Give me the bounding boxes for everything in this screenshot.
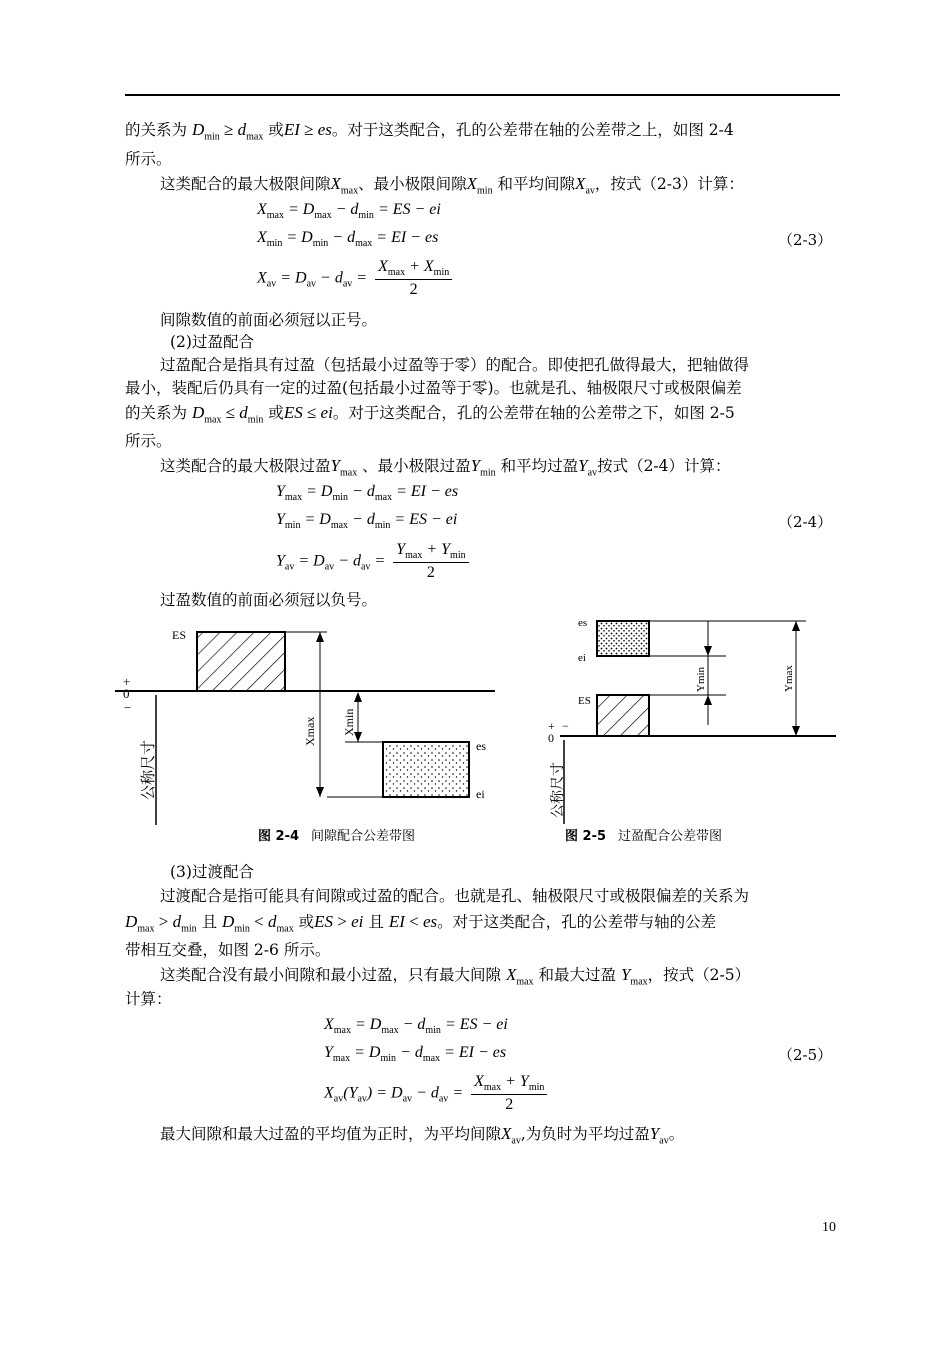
equation-number: （2-5） <box>778 1046 833 1064</box>
text-line: 过渡配合是指可能具有间隙或过盈的配合。也就是孔、轴极限尺寸或极限偏差的关系为 <box>160 887 750 905</box>
shaft-tolerance-zone <box>383 742 469 797</box>
plus-sign: + <box>123 674 131 689</box>
equation-line: $X_{max} = D_{max} - d_{min}$ = ES − ei <box>257 201 441 222</box>
text-line: $D_{max} > d_{min}$ 且 $D_{min} < d_{max}$ 或ES > ei 且 EI < es。对于这类配合，孔的公差带与轴的公差 <box>125 912 717 935</box>
figure-2-4-caption: 图 2-4 间隙配合公差带图 <box>258 829 416 844</box>
section-heading: (3)过渡配合 <box>170 863 254 881</box>
equation-line: $Y_{av} = D_{av} - d_{av}$ = $\frac{Y_{max} + Y_{min}}{2}$ <box>276 541 469 582</box>
shaft-tolerance-zone <box>597 621 649 656</box>
text-line: 过盈数值的前面必须冠以负号。 <box>160 591 378 609</box>
equation-line: $X_{min} = D_{min} - d_{max}$ = EI − es <box>257 229 439 250</box>
header-rule <box>125 94 840 96</box>
ymax-label: Ymax <box>783 665 795 692</box>
hole-tolerance-zone <box>597 695 649 736</box>
hole-tolerance-zone <box>197 632 285 691</box>
text-line: 带相互交叠，如图 2-6 所示。 <box>125 941 331 959</box>
es-upper-label: ES <box>578 695 591 707</box>
equation-number: （2-3） <box>778 231 833 249</box>
text-line: 所示。 <box>125 150 172 168</box>
text-line: 的关系为 $D_{min} \ge d_{max}$ 或EI ≥ es。对于这类配合，孔的公差带在轴的公差带之上，如图 2-4 <box>125 120 734 143</box>
equation-line: $X_{av} = D_{av} - d_{av}$ = $\frac{X_{max} + X_{min}}{2}$ <box>257 258 452 299</box>
ei-label: ei <box>578 652 586 664</box>
ymin-label: Ymin <box>695 666 707 692</box>
es-label: es <box>476 739 486 753</box>
minus-sign: − <box>562 719 569 733</box>
text-line: 这类配合没有最小间隙和最小过盈，只有最大间隙 $X_{max}$ 和最大过盈 $Y_{max}$，按式（2-5） <box>160 965 751 988</box>
equation-line: $X_{max} = D_{max} - d_{min}$ = ES − ei <box>324 1016 508 1037</box>
text-line: 过盈配合是指具有过盈（包括最小过盈等于零）的配合。即使把孔做得最大，把轴做得 <box>160 356 750 374</box>
equation-line: $Y_{min} = D_{max} - d_{min}$ = ES − ei <box>276 511 458 532</box>
zero-label: 0 <box>123 686 130 701</box>
equation-line: $Y_{max} = D_{min} - d_{max}$ = EI − es <box>276 483 459 504</box>
section-heading: (2)过盈配合 <box>170 333 254 351</box>
text-line: 计算： <box>125 990 172 1008</box>
minus-sign: − <box>124 700 132 715</box>
text-line: 的关系为 $D_{max} \le d_{min}$ 或ES ≤ ei。对于这类配合，孔的公差带在轴的公差带之下，如图 2-5 <box>125 403 735 426</box>
text-line: 最大间隙和最大过盈的平均值为正时，为平均间隙$X_{av}$,为负时为平均过盈$Y_{av}$。 <box>160 1124 685 1147</box>
ei-label: ei <box>476 787 485 801</box>
figure-2-5-caption: 图 2-5 过盈配合公差带图 <box>565 829 723 844</box>
figure-2-5-diagram <box>540 612 840 827</box>
text-line: 间隙数值的前面必须冠以正号。 <box>160 311 378 329</box>
basic-size-label: 公称尺寸 <box>551 762 566 818</box>
equation-line: $Y_{max} = D_{min} - d_{max}$ = EI − es <box>324 1044 507 1065</box>
xmax-label: Xmax <box>303 716 317 746</box>
text-line: 最小，装配后仍具有一定的过盈(包括最小过盈等于零)。也就是孔、轴极限尺寸或极限偏差 <box>125 379 742 397</box>
text-line: 所示。 <box>125 432 172 450</box>
equation-number: （2-4） <box>778 513 833 531</box>
text-line: 这类配合的最大极限过盈$Y_{max}$ 、最小极限过盈$Y_{min}$ 和平均过盈$Y_{av}$按式（2-4）计算： <box>160 456 731 479</box>
xmin-label: Xmin <box>342 708 356 736</box>
equation-line: $X_{av}(Y_{av}) = D_{av} - d_{av}$ = $\frac{X_{max} + Y_{min}}{2}$ <box>324 1073 547 1114</box>
es-upper-label: ES <box>172 628 187 642</box>
figure-2-4-diagram <box>115 618 505 833</box>
text-line: 这类配合的最大极限间隙$X_{max}$、最小极限间隙$X_{min}$ 和平均间隙$X_{av}$，按式（2-3）计算： <box>160 174 744 197</box>
zero-label: 0 <box>548 731 554 745</box>
basic-size-label: 公称尺寸 <box>141 739 157 800</box>
es-label: es <box>578 617 588 629</box>
plus-sign: + <box>548 719 555 733</box>
page-number: 10 <box>822 1220 836 1235</box>
